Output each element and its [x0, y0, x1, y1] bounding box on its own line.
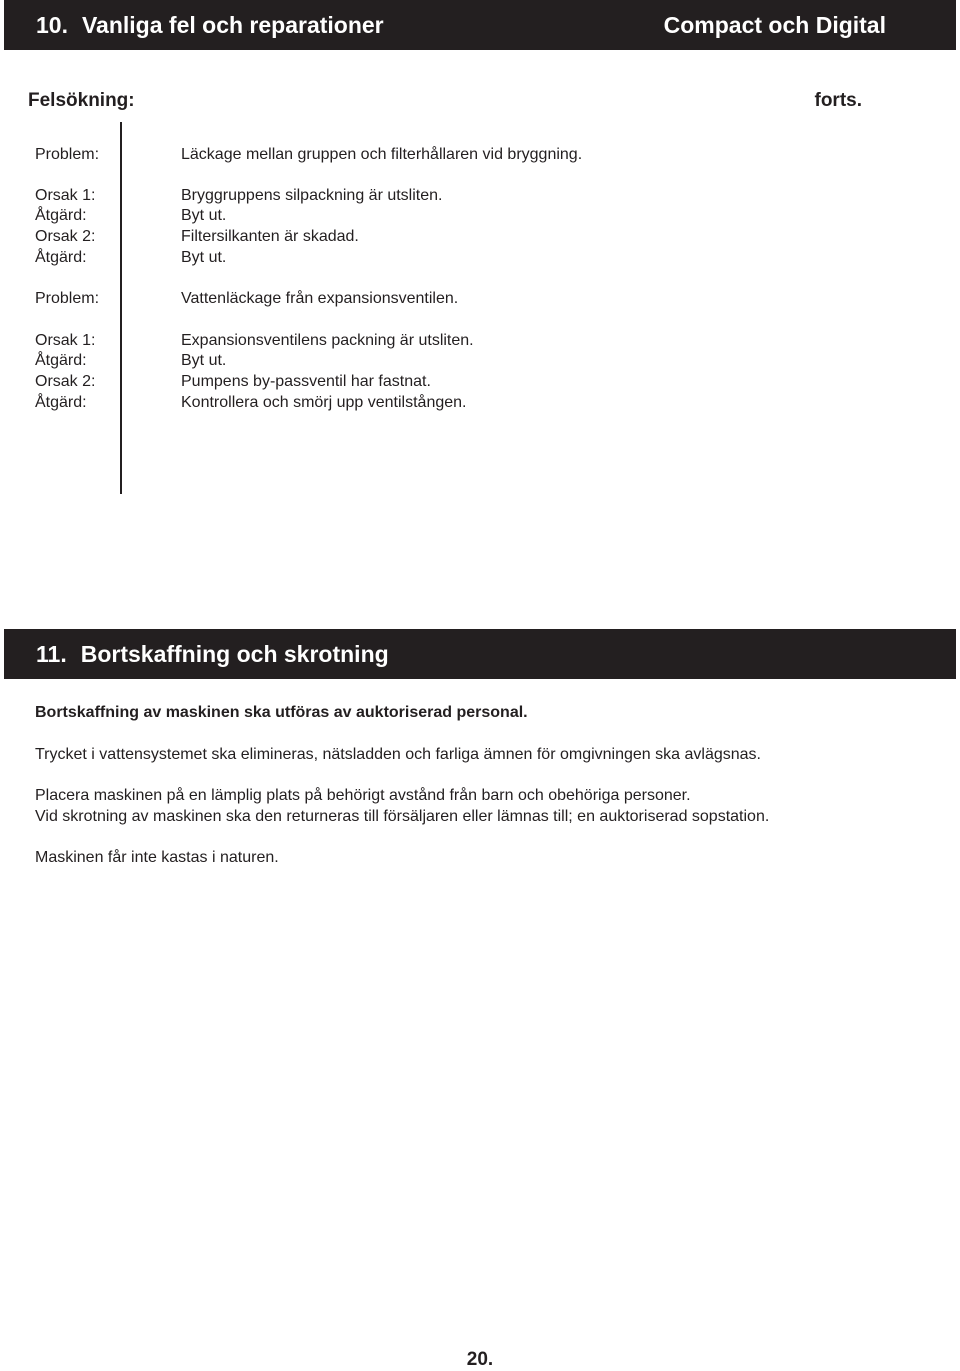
table-row — [0, 186, 960, 206]
table-row — [0, 289, 960, 309]
table-row — [0, 372, 960, 392]
row-label: Åtgärd: — [35, 249, 87, 266]
row-label: Åtgärd: — [35, 394, 87, 411]
row-label: Åtgärd: — [35, 352, 87, 369]
continued-label: forts. — [814, 90, 862, 111]
row-label: Orsak 1: — [35, 187, 96, 204]
row-text: Pumpens by-passventil har fastnat. — [181, 373, 431, 390]
row-text: Filtersilkanten är skadad. — [181, 228, 359, 245]
table-row — [0, 393, 960, 413]
row-text: Kontrollera och smörj upp ventilstången. — [181, 394, 467, 411]
row-label: Orsak 2: — [35, 228, 96, 245]
row-text: Byt ut. — [181, 352, 227, 369]
table-row — [0, 145, 960, 165]
troubleshooting-header — [28, 90, 862, 112]
row-label: Åtgärd: — [35, 207, 87, 224]
disposal-paragraph: Placera maskinen på en lämplig plats på behörigt avstånd från barn och obehöriga personer. — [35, 787, 691, 804]
disposal-paragraph: Vid skrotning av maskinen ska den returneras till försäljaren eller lämnas till; en auktoriserad sopstation. — [35, 808, 770, 825]
section-title: Vanliga fel och reparationer — [81, 11, 384, 38]
disposal-intro: Bortskaffning av maskinen ska utföras av auktoriserad personal. — [35, 704, 528, 721]
table-row — [0, 206, 960, 226]
disposal-paragraph: Maskinen får inte kastas i naturen. — [35, 849, 279, 866]
table-row — [0, 227, 960, 247]
row-text: Bryggruppens silpackning är utsliten. — [181, 187, 443, 204]
troubleshooting-title: Felsökning: — [28, 90, 135, 111]
page-number: 20. — [466, 1349, 494, 1370]
row-text: Byt ut. — [181, 207, 227, 224]
section-heading — [36, 12, 384, 39]
table-row — [0, 351, 960, 371]
model-title: Compact och Digital — [663, 11, 886, 38]
row-text: Vattenläckage från expansionsventilen. — [181, 290, 459, 307]
section-11-title: Bortskaffning och skrotning — [80, 640, 389, 667]
table-row — [0, 248, 960, 268]
row-label: Orsak 2: — [35, 373, 96, 390]
row-text: Läckage mellan gruppen och filterhållaren vid bryggning. — [181, 146, 583, 163]
row-label: Problem: — [35, 146, 100, 163]
row-label: Orsak 1: — [35, 332, 96, 349]
disposal-paragraph: Trycket i vattensystemet ska elimineras, nätsladden och farliga ämnen för omgivningen ska avlägsnas. — [35, 746, 761, 763]
table-row — [0, 331, 960, 351]
section-11-number: 11. — [36, 640, 67, 667]
row-text: Expansionsventilens packning är utsliten. — [181, 332, 474, 349]
section-header-bar — [4, 0, 956, 50]
row-label: Problem: — [35, 290, 100, 307]
section-11-bar — [4, 629, 956, 679]
row-text: Byt ut. — [181, 249, 227, 266]
section-number: 10. — [36, 11, 68, 38]
